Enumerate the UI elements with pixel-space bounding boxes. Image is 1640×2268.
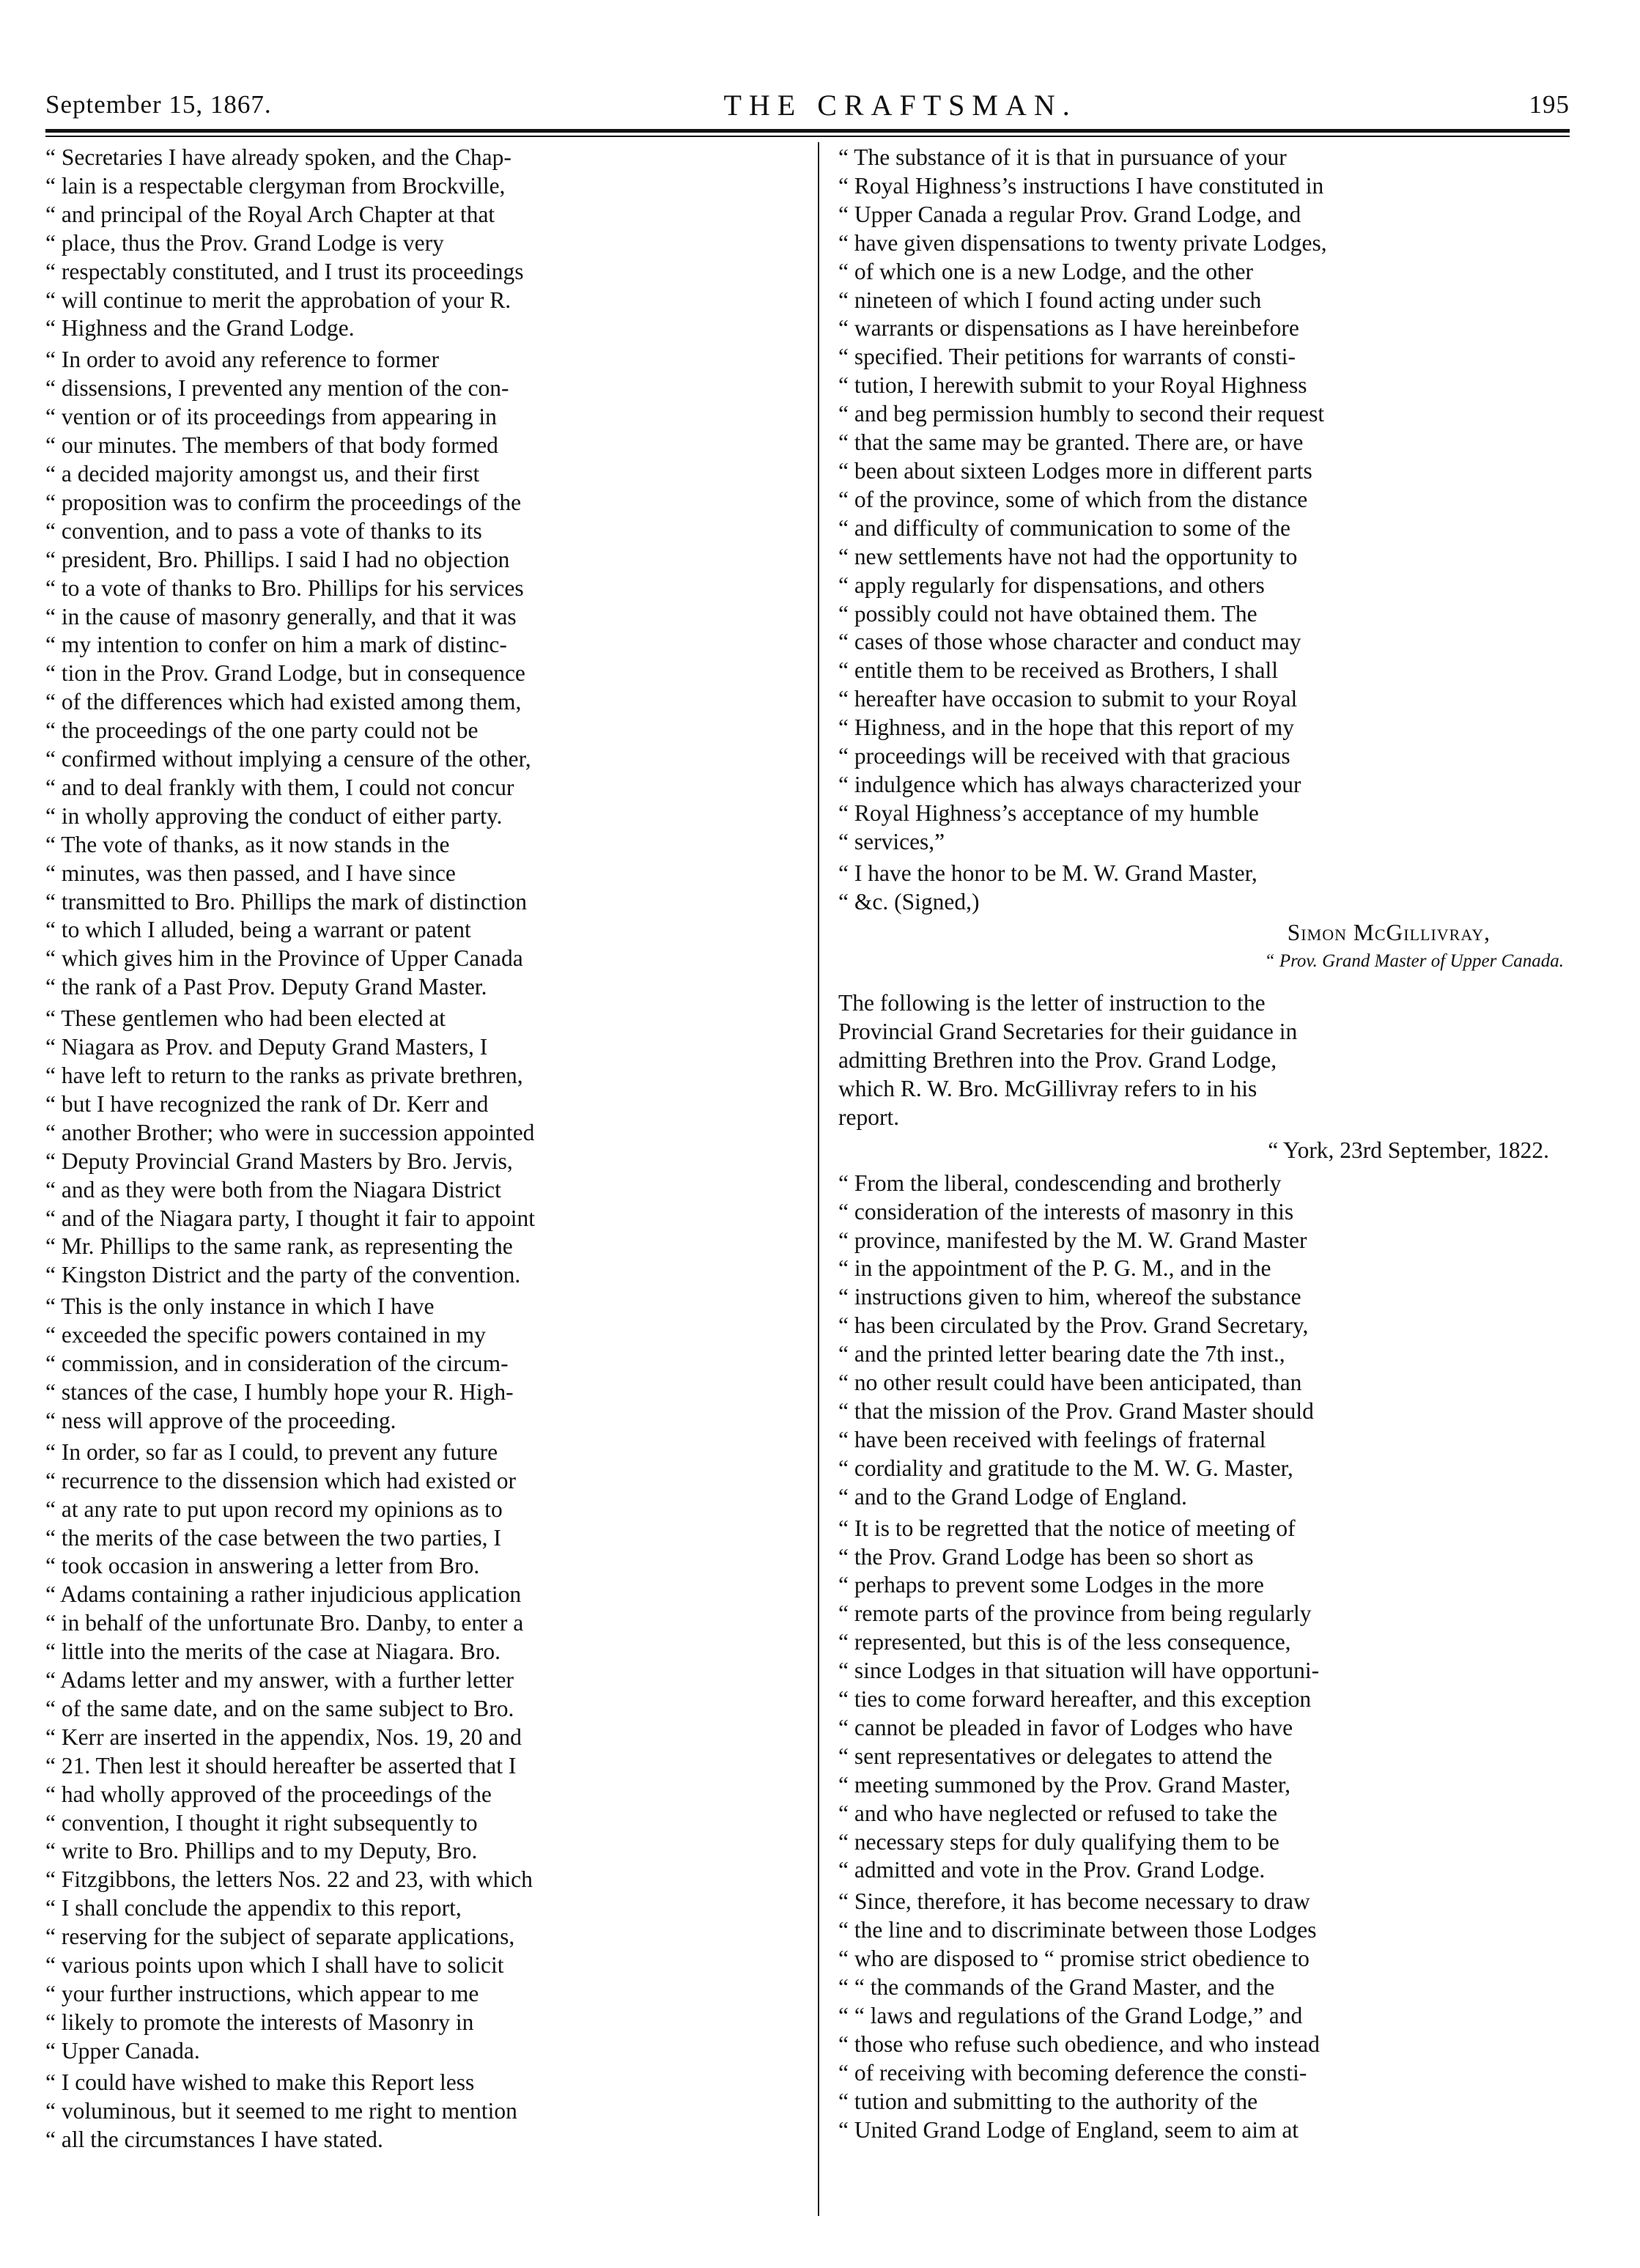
- paragraph-liberal: [838, 1170, 1578, 1512]
- text-line: “ which gives him in the Province of Upper Canada: [45, 945, 523, 972]
- text-line: “ and who have neglected or refused to take the: [838, 1800, 1278, 1826]
- text-line: “ warrants or dispensations as I have hereinbefore: [838, 315, 1299, 341]
- text-line: “ various points upon which I shall have to solicit: [45, 1952, 504, 1979]
- text-line: “ I could have wished to make this Report less: [45, 2069, 475, 2095]
- text-line: “ stances of the case, I humbly hope your R. High-: [45, 1378, 514, 1405]
- text-line: “ that the mission of the Prov. Grand Master should: [838, 1397, 1314, 1424]
- text-line: “ “ laws and regulations of the Grand Lodge,” and: [838, 2003, 1303, 2028]
- page-number: 195: [1529, 90, 1570, 119]
- text-line: “ have given dispensations to twenty private Lodges,: [838, 229, 1327, 256]
- text-line: “ the merits of the case between the two parties, I: [45, 1524, 501, 1551]
- header-rule-thin: [45, 136, 1570, 137]
- text-line: “ proceedings will be received with that gracious: [838, 743, 1290, 769]
- text-line: “ of the differences which had existed among them,: [45, 689, 522, 715]
- text-line: “ apply regularly for dispensations, and others: [838, 572, 1265, 598]
- text-line: “ that the same may be granted. There are, or have: [838, 429, 1304, 456]
- text-line: “ and principal of the Royal Arch Chapter at that: [45, 201, 495, 227]
- text-line: which R. W. Bro. McGillivray refers to in his: [838, 1076, 1257, 1101]
- text-line: “ and the printed letter bearing date the 7th inst.,: [838, 1341, 1285, 1367]
- text-line: The following is the letter of instruction to the: [838, 990, 1266, 1016]
- text-line: “ and as they were both from the Niagara District: [45, 1176, 501, 1203]
- text-line: “ services,”: [838, 828, 945, 854]
- issue-date: September 15, 1867.: [45, 90, 272, 119]
- left-paragraph: [45, 144, 786, 343]
- text-line: “ voluminous, but it seemed to me right to mention: [45, 2097, 517, 2124]
- text-line: “ will continue to merit the approbation of your R.: [45, 287, 511, 313]
- text-line: “ transmitted to Bro. Phillips the mark of distinction: [45, 888, 528, 915]
- text-line: “ the Prov. Grand Lodge has been so short as: [838, 1543, 1254, 1570]
- text-line: “ tion in the Prov. Grand Lodge, but in consequence: [45, 660, 525, 687]
- text-line: “ necessary steps for duly qualifying them to be: [838, 1828, 1279, 1855]
- text-line: “ I shall conclude the appendix to this report,: [45, 1895, 462, 1921]
- text-line: “ The vote of thanks, as it now stands in the: [45, 831, 450, 857]
- text-line: “ recurrence to the dissension which had existed or: [45, 1467, 517, 1493]
- text-line: “ reserving for the subject of separate applications,: [45, 1924, 515, 1950]
- text-line: “ It is to be regretted that the notice of meeting of: [838, 1515, 1296, 1541]
- text-line: “ have left to return to the ranks as private brethren,: [45, 1063, 523, 1088]
- text-line: “ Highness and the Grand Lodge.: [45, 315, 355, 341]
- text-line: “ been about sixteen Lodges more in different parts: [838, 457, 1312, 484]
- text-line: “ our minutes. The members of that body formed: [45, 432, 498, 459]
- text-line: “ Adams containing a rather injudicious application: [45, 1581, 522, 1608]
- left-paragraph: [45, 2069, 786, 2154]
- left-column: [45, 144, 786, 2210]
- text-line: “ and beg permission humbly to second their request: [838, 401, 1325, 427]
- text-line: “ those who refuse such obedience, and who instead: [838, 2031, 1320, 2057]
- text-line: “ Upper Canada a regular Prov. Grand Lodge, and: [838, 201, 1301, 227]
- text-line: “ “ the commands of the Grand Master, and the: [838, 1974, 1275, 2001]
- text-line: “ nineteen of which I found acting under such: [838, 287, 1262, 313]
- text-line: “ in wholly approving the conduct of either party.: [45, 802, 503, 829]
- text-line: “ has been circulated by the Prov. Grand Secretary,: [838, 1312, 1309, 1339]
- text-line: “ ness will approve of the proceeding.: [45, 1407, 396, 1433]
- text-line: “ dissensions, I prevented any mention of the con-: [45, 375, 509, 402]
- text-line: “ consideration of the interests of masonry in this: [838, 1198, 1294, 1225]
- text-line: “ Adams letter and my answer, with a further letter: [45, 1667, 514, 1693]
- text-line: “ the rank of a Past Prov. Deputy Grand Master.: [45, 974, 487, 1000]
- text-line: “ This is the only instance in which I have: [45, 1293, 435, 1320]
- text-line: “ Niagara as Prov. and Deputy Grand Masters, I: [45, 1034, 488, 1060]
- text-line: “ cases of those whose character and conduct may: [838, 629, 1301, 655]
- text-line: “ commission, and in consideration of the circum-: [45, 1351, 509, 1377]
- text-line: “ province, manifested by the M. W. Grand Master: [838, 1227, 1307, 1253]
- text-line: “ tution and submitting to the authority of the: [838, 2088, 1258, 2114]
- text-line: “ Kingston District and the party of the convention.: [45, 1262, 521, 1288]
- text-line: “ of receiving with becoming deference the consti-: [838, 2059, 1307, 2086]
- text-line: “ and to the Grand Lodge of England.: [838, 1483, 1187, 1510]
- text-line: “ Royal Highness’s acceptance of my humble: [838, 799, 1259, 826]
- text-line: “ took occasion in answering a letter from Bro.: [45, 1553, 480, 1579]
- text-line: “ since Lodges in that situation will have opportuni-: [838, 1658, 1320, 1684]
- text-line: Provincial Grand Secretaries for their guidance in: [838, 1019, 1298, 1045]
- letter-dateline: “ York, 23rd September, 1822.: [1268, 1137, 1549, 1163]
- text-line: “ Kerr are inserted in the appendix, Nos. 19, 20 and: [45, 1724, 522, 1750]
- text-line: “ write to Bro. Phillips and to my Deputy, Bro.: [45, 1838, 478, 1864]
- text-line: “ to which I alluded, being a warrant or patent: [45, 917, 471, 943]
- text-line: “ Upper Canada.: [45, 2037, 200, 2064]
- text-line: “ and difficulty of communication to some of the: [838, 514, 1291, 541]
- text-line: “ cannot be pleaded in favor of Lodges who have: [838, 1714, 1293, 1740]
- text-line: “ Highness, and in the hope that this report of my: [838, 714, 1295, 741]
- header-rule-thick: [45, 129, 1570, 133]
- text-line: “ of the province, some of which from the distance: [838, 486, 1308, 512]
- right-column: [838, 144, 1578, 2210]
- text-line: “ indulgence which has always characterized your: [838, 771, 1301, 797]
- text-line: “ of which one is a new Lodge, and the other: [838, 258, 1253, 284]
- text-line: “ in behalf of the unfortunate Bro. Danby, to enter a: [45, 1610, 524, 1636]
- left-paragraph: [45, 1438, 786, 2066]
- text-line: “ In order, so far as I could, to prevent any future: [45, 1438, 498, 1465]
- text-line: “ From the liberal, condescending and brotherly: [838, 1170, 1282, 1196]
- text-line: report.: [838, 1104, 900, 1130]
- paragraph-closing: [838, 860, 1578, 917]
- text-line: “ no other result could have been anticipated, than: [838, 1370, 1302, 1396]
- text-line: “ I have the honor to be M. W. Grand Master,: [838, 860, 1257, 886]
- text-line: “ have been received with feelings of fraternal: [838, 1426, 1266, 1452]
- text-line: “ cordiality and gratitude to the M. W. G. Master,: [838, 1455, 1293, 1481]
- text-line: “ your further instructions, which appear to me: [45, 1981, 479, 2006]
- text-line: “ Deputy Provincial Grand Masters by Bro. Jervis,: [45, 1148, 513, 1174]
- text-line: “ hereafter have occasion to submit to your Royal: [838, 686, 1298, 712]
- text-line: “ The substance of it is that in pursuance of your: [838, 144, 1287, 170]
- text-line: “ minutes, was then passed, and I have since: [45, 860, 456, 886]
- page-header: [45, 86, 1570, 123]
- text-line: “ at any rate to put upon record my opinions as to: [45, 1496, 503, 1522]
- text-line: admitting Brethren into the Prov. Grand Lodge,: [838, 1047, 1277, 1074]
- text-line: “ exceeded the specific powers contained in my: [45, 1322, 486, 1348]
- text-line: “ In order to avoid any reference to former: [45, 347, 439, 373]
- left-paragraph: [45, 1293, 786, 1436]
- text-line: “ remote parts of the province from being regularly: [838, 1600, 1312, 1627]
- text-line: “ had wholly approved of the proceedings of the: [45, 1781, 492, 1807]
- text-line: “ vention or of its proceedings from appearing in: [45, 404, 497, 430]
- text-line: “ 21. Then lest it should hereafter be asserted that I: [45, 1752, 517, 1778]
- text-line: “ the proceedings of the one party could not be: [45, 717, 479, 744]
- text-line: “ confirmed without implying a censure of the other,: [45, 746, 531, 772]
- text-line: “ all the circumstances I have stated.: [45, 2126, 383, 2152]
- text-line: “ ties to come forward hereafter, and this exception: [838, 1686, 1312, 1713]
- left-paragraph: [45, 346, 786, 1002]
- text-line: “ and to deal frankly with them, I could not concur: [45, 774, 514, 800]
- left-paragraph: [45, 1005, 786, 1290]
- text-line: “ my intention to confer on him a mark of distinc-: [45, 632, 507, 658]
- paragraph-instruction-intro: [838, 989, 1578, 1132]
- column-divider: [818, 142, 819, 2216]
- text-line: “ place, thus the Prov. Grand Lodge is very: [45, 229, 444, 256]
- text-line: “ who are disposed to “ promise strict obedience to: [838, 1946, 1310, 1972]
- text-line: “ Fitzgibbons, the letters Nos. 22 and 23, with which: [45, 1866, 533, 1893]
- text-line: “ likely to promote the interests of Masonry in: [45, 2009, 474, 2035]
- text-line: “ tution, I herewith submit to your Royal Highness: [838, 372, 1307, 399]
- text-line: “ but I have recognized the rank of Dr. Kerr and: [45, 1090, 489, 1117]
- text-line: “ United Grand Lodge of England, seem to aim at: [838, 2116, 1299, 2143]
- text-line: “ &c. (Signed,): [838, 888, 980, 915]
- text-line: “ perhaps to prevent some Lodges in the more: [838, 1572, 1264, 1598]
- text-line: “ admitted and vote in the Prov. Grand Lodge.: [838, 1857, 1266, 1883]
- text-line: “ in the cause of masonry generally, and that it was: [45, 603, 517, 629]
- text-line: “ in the appointment of the P. G. M., and in the: [838, 1255, 1271, 1282]
- text-line: “ Royal Highness’s instructions I have constituted in: [838, 172, 1324, 199]
- paragraph-substance: [838, 144, 1578, 857]
- text-line: “ the line and to discriminate between those Lodges: [838, 1917, 1317, 1943]
- text-line: “ specified. Their petitions for warrants of consti-: [838, 344, 1296, 370]
- text-line: “ to a vote of thanks to Bro. Phillips for his services: [45, 575, 524, 601]
- text-line: “ president, Bro. Phillips. I said I had no objection: [45, 546, 510, 572]
- text-line: “ lain is a respectable clergyman from Brockville,: [45, 172, 506, 199]
- text-line: “ These gentlemen who had been elected at: [45, 1005, 446, 1032]
- text-line: “ Since, therefore, it has become necessary to draw: [838, 1888, 1310, 1915]
- text-line: “ convention, and to pass a vote of thanks to its: [45, 517, 482, 544]
- text-line: “ represented, but this is of the less consequence,: [838, 1629, 1291, 1655]
- text-line: “ Secretaries I have already spoken, and the Chap-: [45, 144, 511, 170]
- text-line: “ Mr. Phillips to the same rank, as representing the: [45, 1233, 513, 1260]
- text-line: “ convention, I thought it right subsequently to: [45, 1809, 478, 1836]
- text-line: “ meeting summoned by the Prov. Grand Master,: [838, 1771, 1290, 1798]
- text-line: “ of the same date, and on the same subject to Bro.: [45, 1695, 514, 1721]
- text-line: “ sent representatives or delegates to attend the: [838, 1743, 1273, 1769]
- text-line: “ another Brother; who were in succession appointed: [45, 1119, 535, 1145]
- text-line: “ and of the Niagara party, I thought it fair to appoint: [45, 1205, 535, 1231]
- text-line: “ new settlements have not had the opportunity to: [838, 543, 1298, 569]
- text-line: “ instructions given to him, whereof the substance: [838, 1284, 1301, 1310]
- text-line: “ a decided majority amongst us, and their first: [45, 460, 480, 487]
- text-line: “ possibly could not have obtained them. The: [838, 600, 1257, 627]
- publication-title: THE CRAFTSMAN.: [723, 88, 1077, 122]
- signature-title: “ Prov. Grand Master of Upper Canada.: [1264, 951, 1564, 972]
- text-line: “ proposition was to confirm the proceedings of the: [45, 489, 522, 515]
- text-line: “ respectably constituted, and I trust its proceedings: [45, 258, 524, 284]
- text-line: “ little into the merits of the case at Niagara. Bro.: [45, 1639, 501, 1665]
- paragraph-therefore: [838, 1888, 1578, 2144]
- text-line: “ entitle them to be received as Brothers, I shall: [838, 657, 1279, 684]
- signature-name: Simon McGillivray,: [1287, 920, 1491, 946]
- paragraph-regretted: [838, 1515, 1578, 1885]
